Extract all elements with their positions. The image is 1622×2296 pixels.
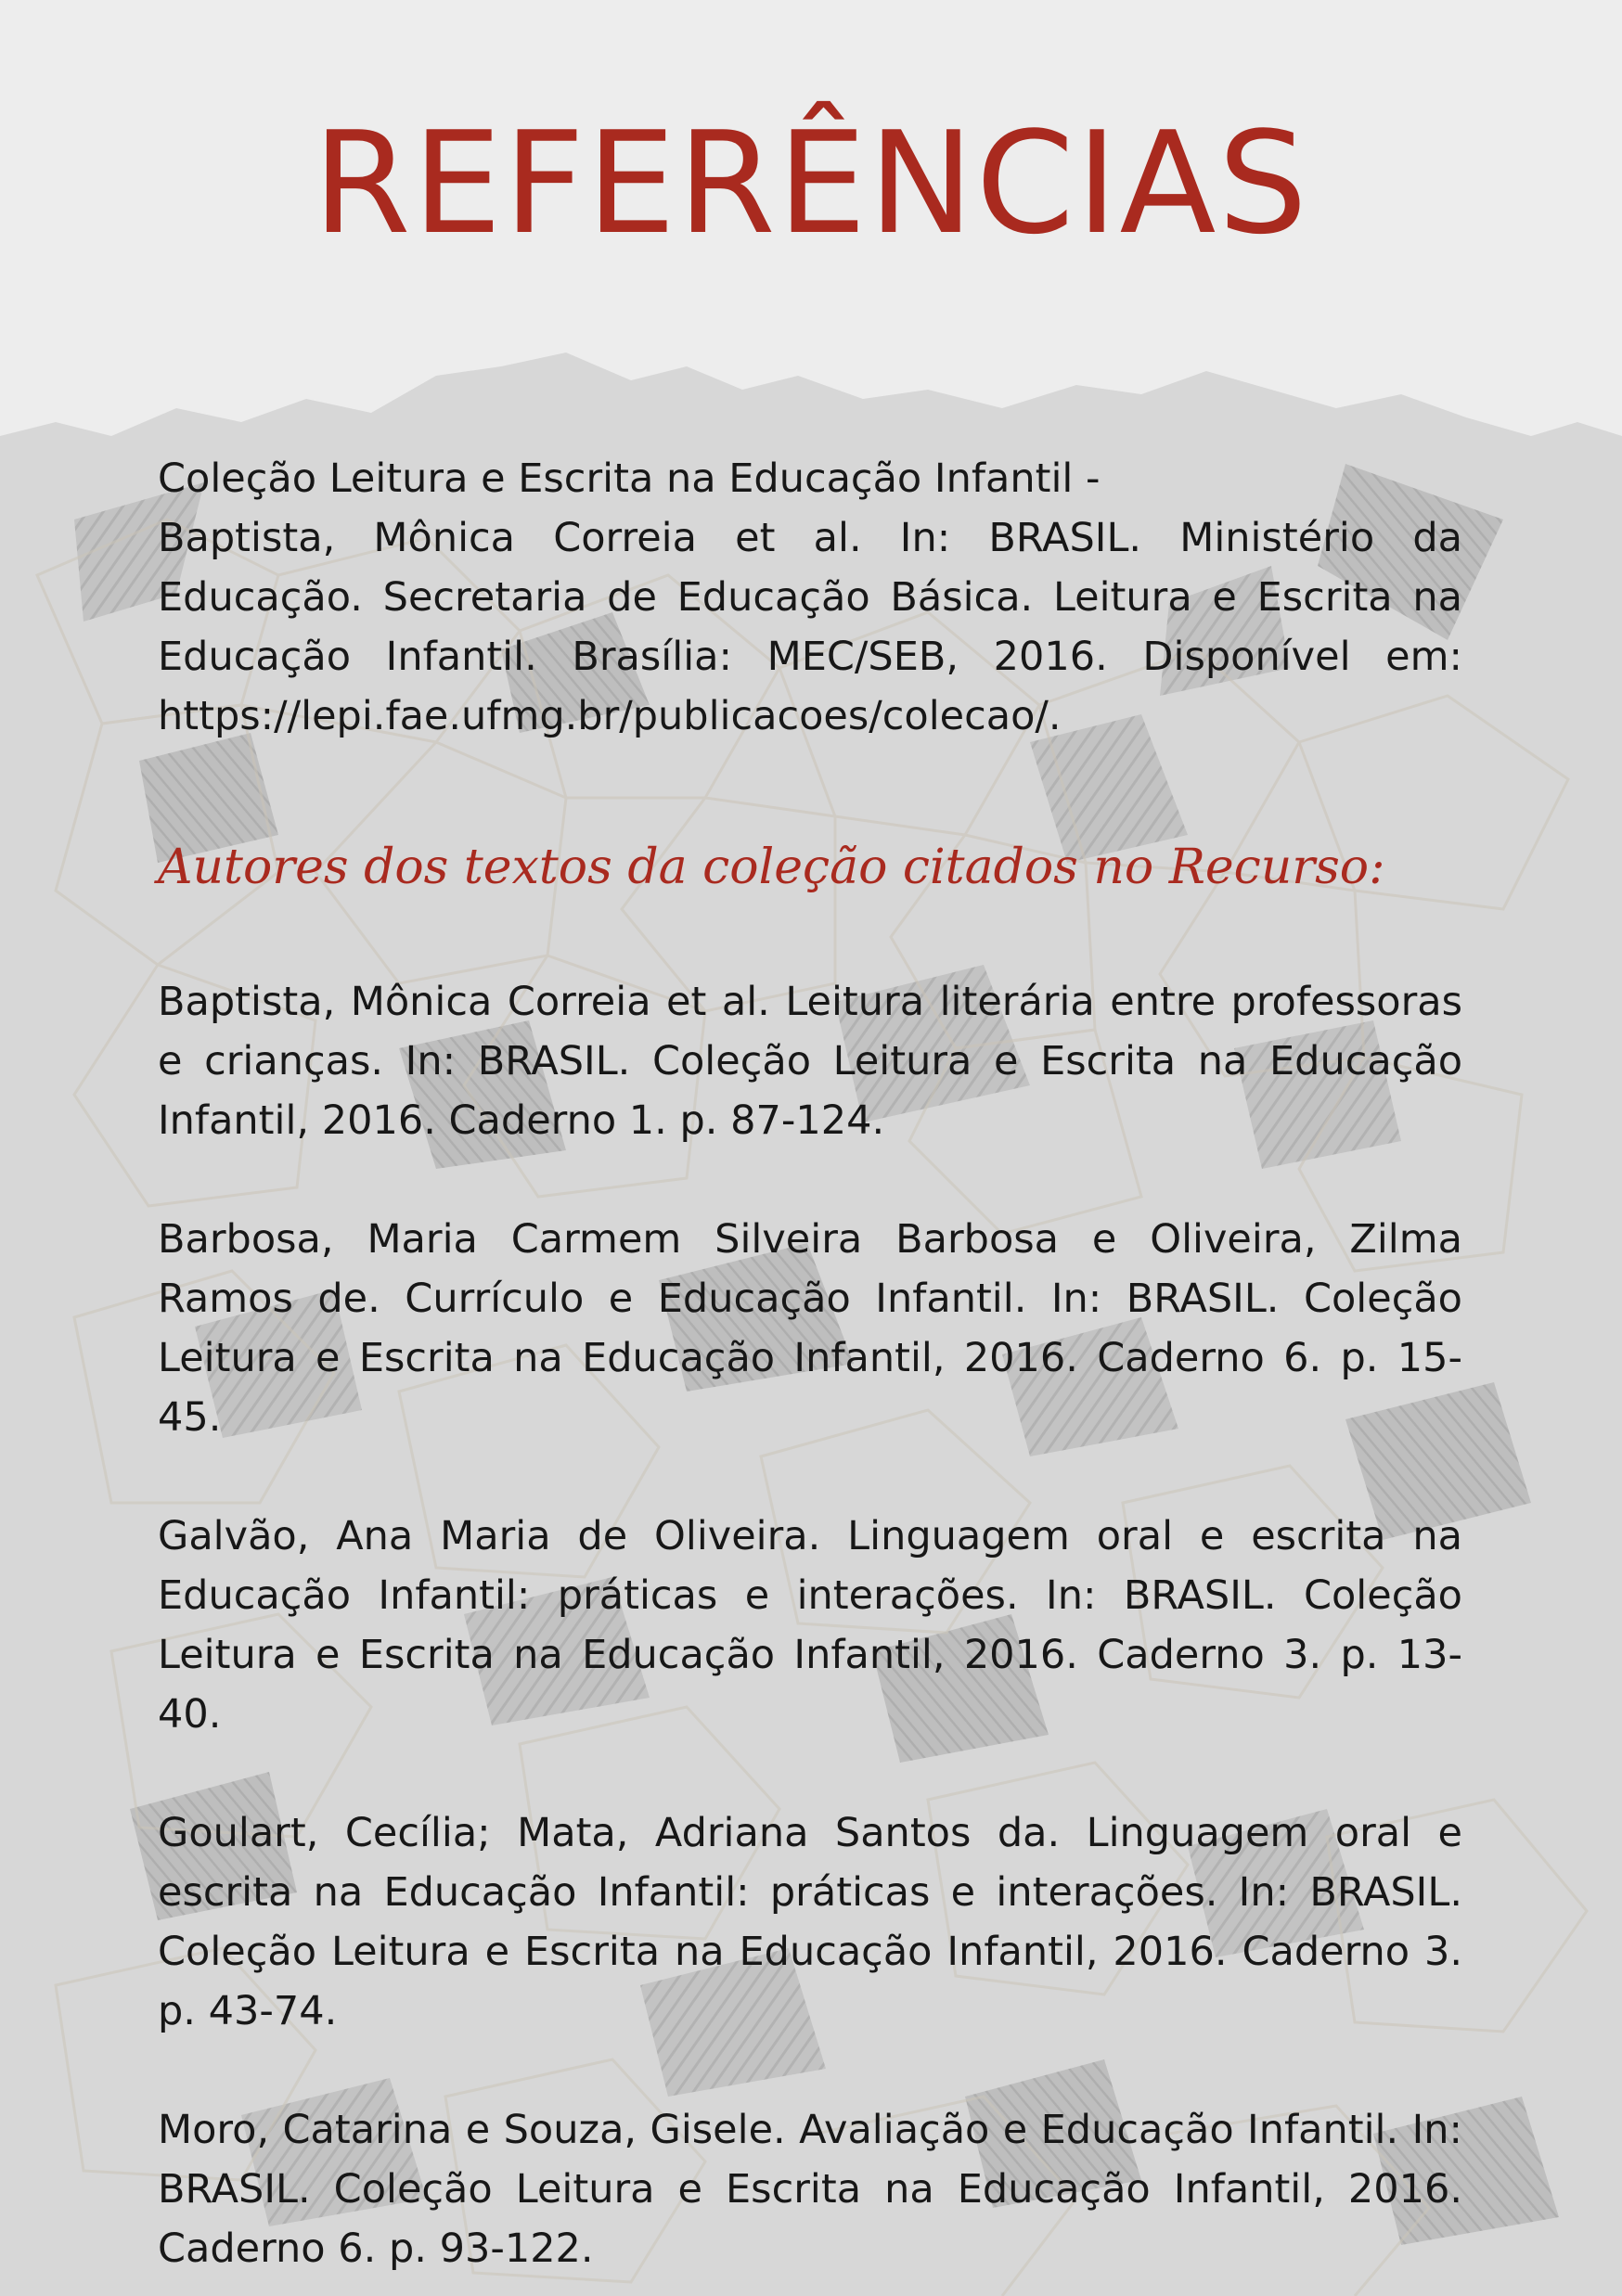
reference-item-galvao: Galvão, Ana Maria de Oliveira. Linguagem oral e escrita na Educação Infantil: práticas e interações. In: BRASIL. Coleção Leitura e Escrita na Educação Infantil, 2016. Caderno 3. p. 13-40. <box>158 1513 1462 1738</box>
reference-item-baptista: Baptista, Mônica Correia et al. Leitura literária entre professoras e crianças. In: BRASIL. Coleção Leitura e Escrita na Educação Infantil, 2016. Caderno 1. p. 87-124. <box>158 979 1462 1144</box>
reference-item-moro: Moro, Catarina e Souza, Gisele. Avaliação e Educação Infantil. In: BRASIL. Coleção Leitura e Escrita na Educação Infantil, 2016. Caderno 6. p. 93-122. <box>158 2107 1462 2272</box>
collection-reference-text: Baptista, Mônica Correia et al. In: BRASIL. Ministério da Educação. Secretaria de Educação Básica. Leitura e Escrita na Educação Infantil. Brasília: MEC/SEB, 2016. Disponível em: <box>158 515 1462 680</box>
page-title: REFERÊNCIAS <box>313 101 1309 265</box>
references-content <box>158 449 1462 2278</box>
collection-title-line: Coleção Leitura e Escrita na Educação Infantil - <box>158 455 1101 502</box>
reference-item-barbosa: Barbosa, Maria Carmem Silveira Barbosa e Oliveira, Zilma Ramos de. Currículo e Educação Infantil. In: BRASIL. Coleção Leitura e Escrita na Educação Infantil, 2016. Caderno 6. p. 15-45. <box>158 1216 1462 1441</box>
collection-reference <box>158 449 1462 746</box>
collection-url: https://lepi.fae.ufmg.br/publicacoes/colecao/. <box>158 693 1062 739</box>
reference-item-goulart: Goulart, Cecília; Mata, Adriana Santos da. Linguagem oral e escrita na Educação Infantil: práticas e interações. In: BRASIL. Coleção Leitura e Escrita na Educação Infantil, 2016. Caderno 3. p. 43-74. <box>158 1810 1462 2034</box>
section-subtitle: Autores dos textos da coleção citados no Recurso: <box>158 840 1385 895</box>
